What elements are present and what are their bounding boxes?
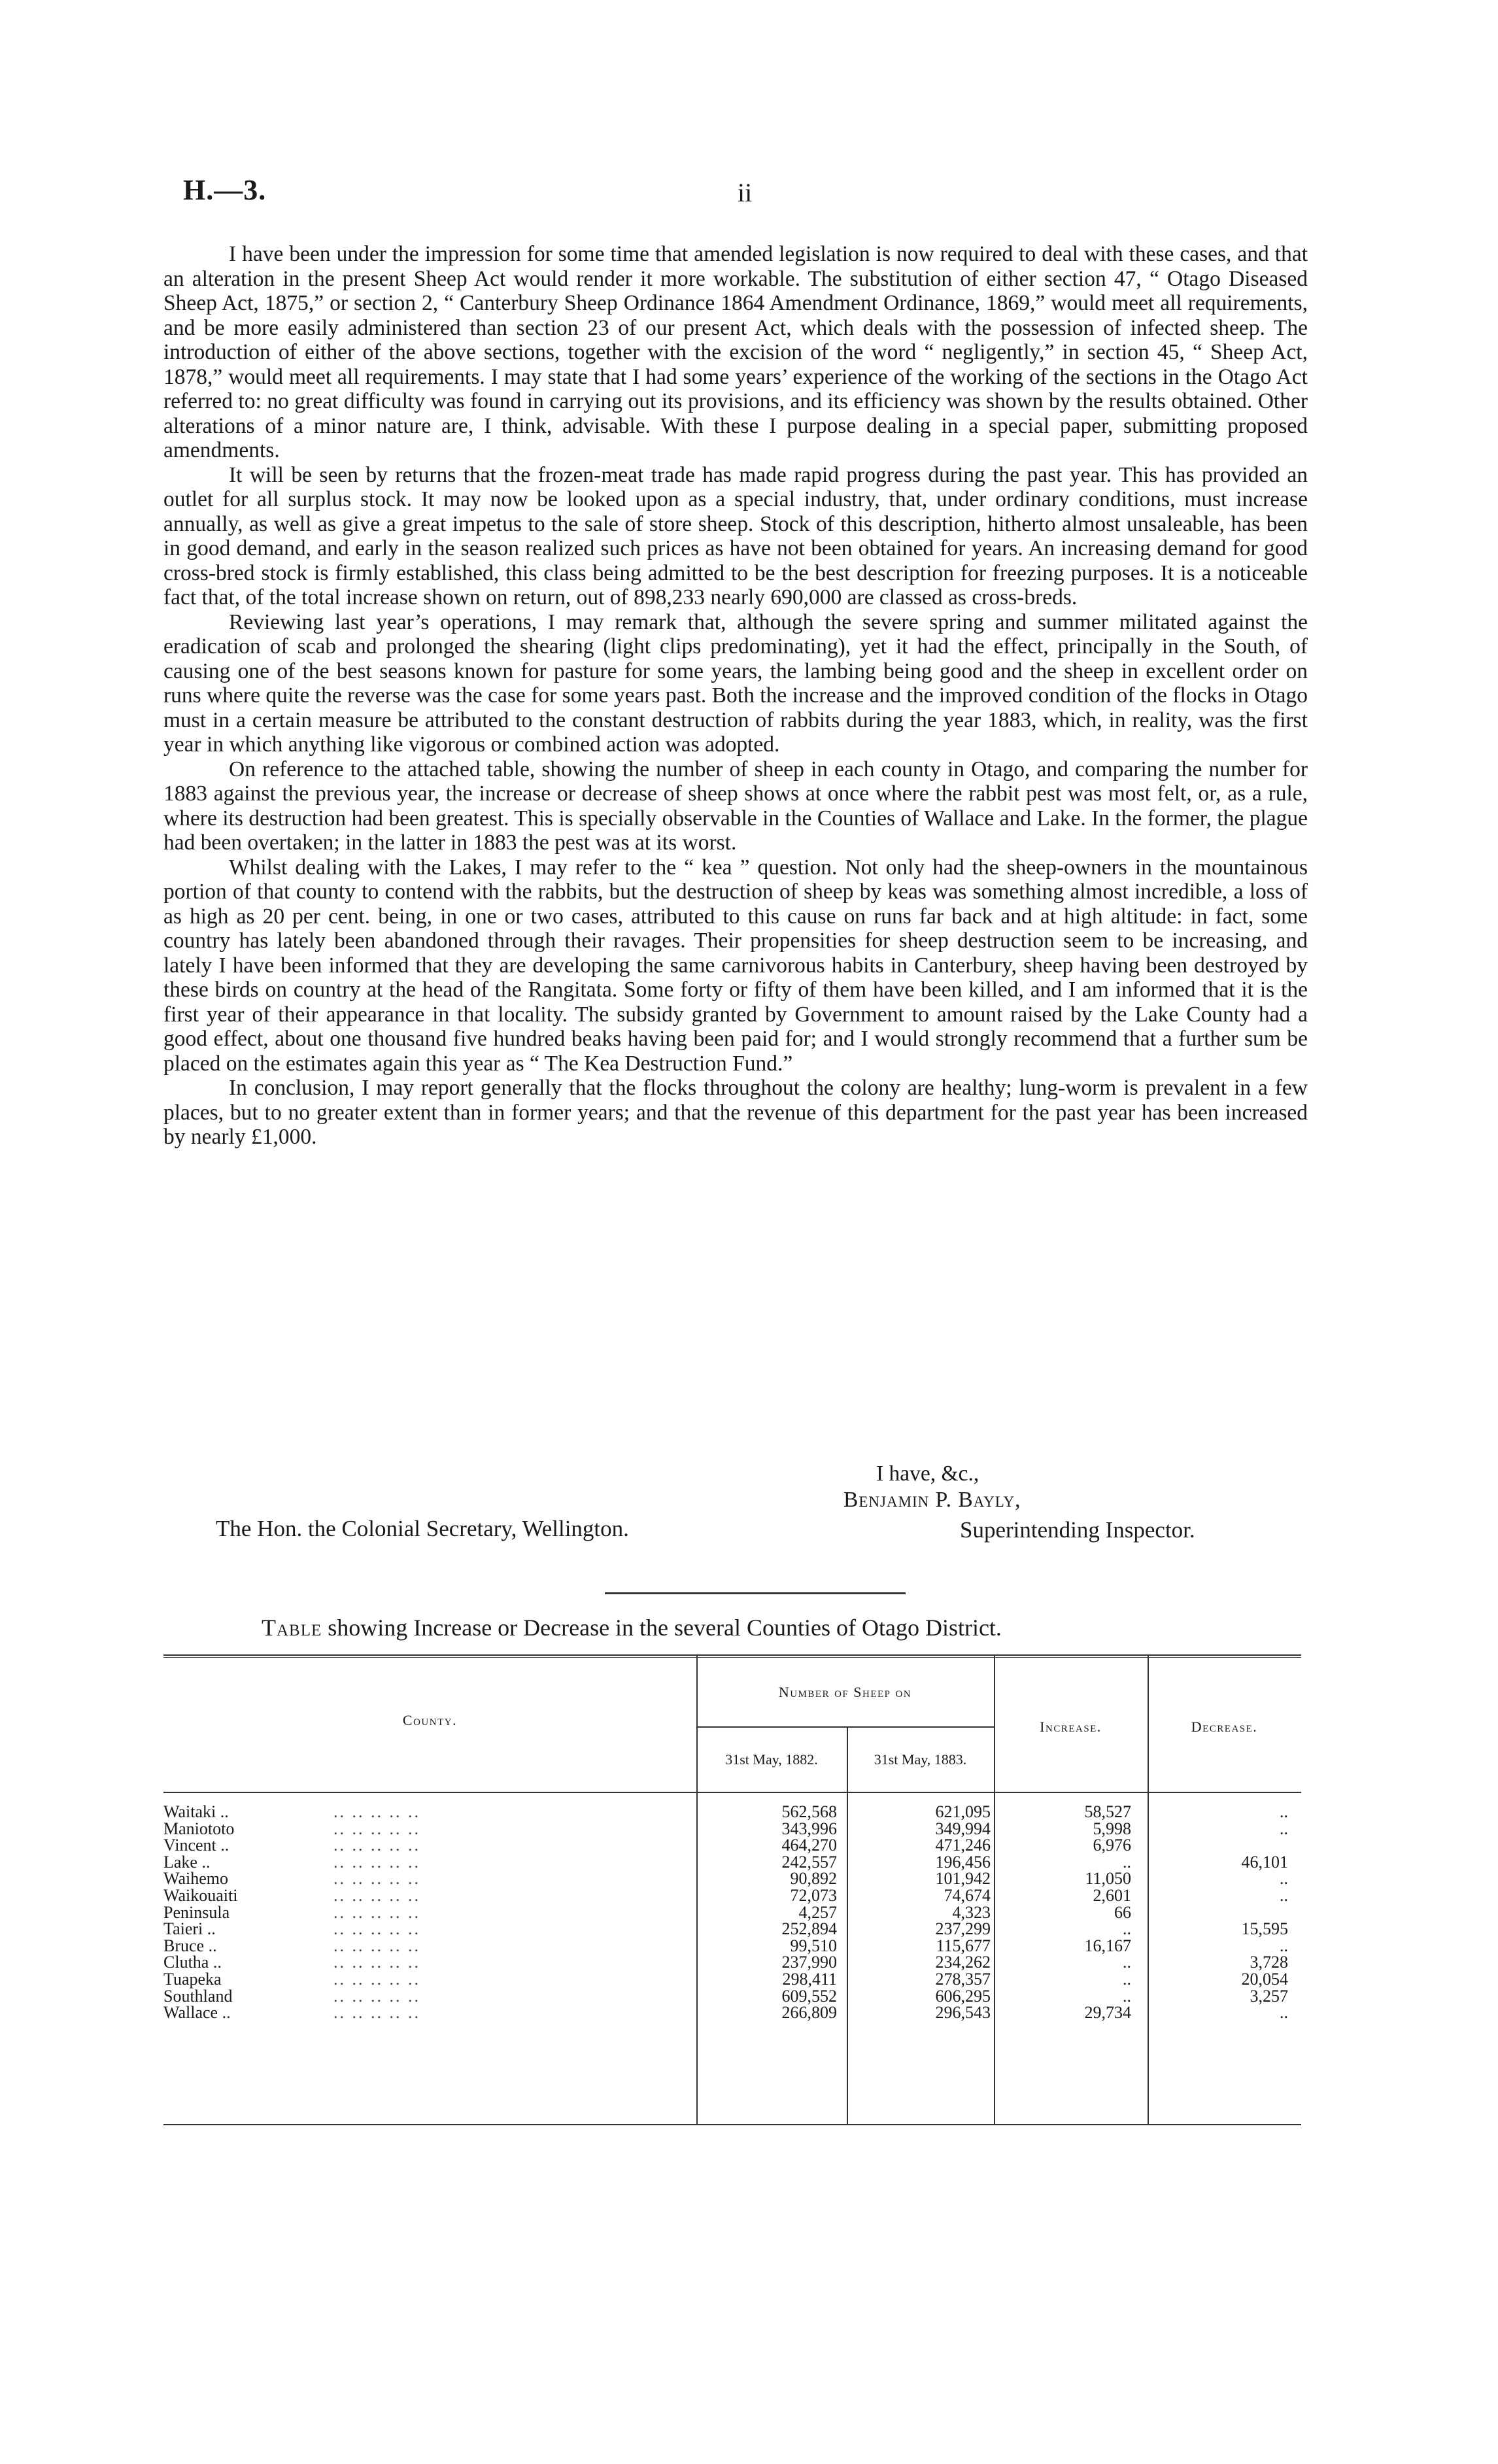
- cell-county: Waihemo: [163, 1869, 228, 1889]
- cell-increase: ..: [1123, 1986, 1131, 2006]
- cell-increase: 66: [1114, 1902, 1131, 1922]
- table-row: [163, 1854, 1301, 1871]
- cell-county: Waitaki ..: [163, 1802, 229, 1821]
- cell-county: Taieri ..: [163, 1919, 216, 1939]
- cell-leader-dots: .. .. .. .. ..: [333, 1902, 420, 1922]
- cell-increase: 6,976: [1093, 1836, 1131, 1855]
- cell-county: Waikouaiti: [163, 1885, 238, 1905]
- table-row: [163, 1954, 1301, 1971]
- county-sheep-table: [163, 1654, 1301, 2125]
- page-header: [0, 173, 1498, 226]
- cell-county: Bruce ..: [163, 1936, 217, 1955]
- table-title-lead: Table: [262, 1615, 322, 1641]
- cell-1882: 266,809: [781, 2003, 837, 2023]
- cell-1883: 606,295: [935, 1986, 991, 2006]
- cell-leader-dots: .. .. .. .. ..: [333, 1986, 420, 2006]
- cell-1882: 343,996: [781, 1819, 837, 1838]
- cell-decrease: ..: [1280, 1819, 1288, 1838]
- cell-county: Tuapeka: [163, 1969, 222, 1989]
- cell-county: Lake ..: [163, 1852, 211, 1872]
- cell-1882: 99,510: [790, 1936, 837, 1955]
- table-row: [163, 1904, 1301, 1921]
- cell-county: Vincent ..: [163, 1836, 230, 1855]
- cell-1883: 237,299: [935, 1919, 991, 1939]
- cell-increase: 58,527: [1084, 1802, 1131, 1821]
- table-header-rule: [163, 1792, 1301, 1793]
- paragraph-table-reference: On reference to the attached table, showing the number of sheep in each county in Otago, and comparing the number for 1883 against the previous year, the increase or decrease of sheep shows at once where the rabbit pest was most felt, or, as a rule, where its destruction had been greatest. This is specially observable in the Counties of Wallace and Lake. In the former, the plague had been overtaken; in the latter in 1883 the pest was at its worst.: [163, 757, 1308, 855]
- paragraph-legislation: I have been under the impression for some time that amended legislation is now required to deal with these cases, and that an alteration in the present Sheep Act would render it more workable. The substitution of either section 47, “ Otago Diseased Sheep Act, 1875,” or section 2, “ Canterbury Sheep Ordinance 1864 Amendment Ordinance, 1869,” would meet all requirements, and be more easily administered than section 23 of our present Act, which deals with the possession of infected sheep. The introduction of either of the above sections, together with the excision of the word “ negligently,” in section 45, “ Sheep Act, 1878,” would meet all requirements. I may state that I had some years’ experience of the working of the sections in the Otago Act referred to: no great difficulty was found in carrying out its provisions, and its efficiency was shown by the results obtained. Other alterations of a minor nature are, I think, advisable. With these I purpose dealing in a special paper, submitting proposed amendments.: [163, 242, 1308, 462]
- paragraph-frozen-meat: It will be seen by returns that the frozen-meat trade has made rapid progress during the past year. This has provided an outlet for all surplus stock. It may now be looked upon as a special industry, that, under ordinary conditions, must increase annually, as well as give a great impetus to the sale of store sheep. Stock of this description, hitherto almost unsaleable, has been in good demand, and early in the season realized such prices as have not been obtained for years. An increasing demand for good cross-bred stock is firmly established, this class being admitted to be the best description for freezing purposes. It is a noticeable fact that, of the total increase shown on return, out of 898,233 nearly 690,000 are classed as cross-breds.: [163, 462, 1308, 609]
- header-increase: Increase.: [1040, 1719, 1102, 1735]
- table-row: [163, 1921, 1301, 1938]
- cell-leader-dots: .. .. .. .. ..: [333, 1936, 420, 1955]
- cell-decrease: ..: [1280, 1869, 1288, 1889]
- cell-increase: 2,601: [1093, 1885, 1131, 1905]
- cell-county: Clutha ..: [163, 1953, 222, 1972]
- cell-1882: 72,073: [790, 1885, 837, 1905]
- cell-decrease: 20,054: [1241, 1969, 1288, 1989]
- table-row: [163, 1887, 1301, 1904]
- table-top-rule-inner: [163, 1657, 1301, 1658]
- cell-1882: 242,557: [781, 1852, 837, 1872]
- cell-leader-dots: .. .. .. .. ..: [333, 1802, 420, 1821]
- cell-1882: 252,894: [781, 1919, 837, 1939]
- cell-increase: 11,050: [1085, 1869, 1131, 1889]
- cell-decrease: ..: [1280, 1885, 1288, 1905]
- header-date-1883: 31st May, 1883.: [874, 1751, 967, 1768]
- cell-leader-dots: .. .. .. .. ..: [333, 1819, 420, 1838]
- table-title-text: showing Increase or Decrease in the several Counties of Otago District.: [328, 1615, 1002, 1641]
- cell-increase: 16,167: [1084, 1936, 1131, 1955]
- table-row: [163, 1971, 1301, 1988]
- cell-decrease: ..: [1280, 1802, 1288, 1821]
- cell-1883: 471,246: [935, 1836, 991, 1855]
- cell-county: Peninsula: [163, 1902, 230, 1922]
- table-row: [163, 1938, 1301, 1955]
- cell-increase: ..: [1123, 1969, 1131, 1989]
- cell-increase: ..: [1123, 1953, 1131, 1972]
- table-row: [163, 1821, 1301, 1838]
- cell-increase: 5,998: [1093, 1819, 1131, 1838]
- signatory-title: Superintending Inspector.: [960, 1517, 1195, 1543]
- cell-leader-dots: .. .. .. .. ..: [333, 1852, 420, 1872]
- table-row: [163, 2004, 1301, 2021]
- cell-decrease: 3,257: [1250, 1986, 1288, 2006]
- cell-1883: 196,456: [935, 1852, 991, 1872]
- cell-leader-dots: .. .. .. .. ..: [333, 1969, 420, 1989]
- cell-1882: 562,568: [781, 1802, 837, 1821]
- header-number-of-sheep: Number of Sheep on: [778, 1684, 912, 1700]
- cell-decrease: 3,728: [1250, 1953, 1288, 1972]
- cell-1883: 74,674: [944, 1885, 991, 1905]
- cell-1882: 298,411: [782, 1969, 837, 1989]
- cell-1883: 278,357: [935, 1969, 991, 1989]
- cell-county: Wallace ..: [163, 2003, 231, 2023]
- cell-1883: 4,323: [952, 1902, 991, 1922]
- cell-1882: 464,270: [781, 1836, 837, 1855]
- page-number: ii: [738, 178, 753, 207]
- cell-1882: 90,892: [790, 1869, 837, 1889]
- cell-decrease: 15,595: [1241, 1919, 1288, 1939]
- cell-county: Southland: [163, 1986, 233, 2006]
- cell-1883: 234,262: [935, 1953, 991, 1972]
- cell-increase: ..: [1123, 1919, 1131, 1939]
- cell-leader-dots: .. .. .. .. ..: [333, 1869, 420, 1889]
- closing-salutation: I have, &c.,: [876, 1462, 979, 1486]
- cell-1883: 296,543: [935, 2003, 991, 2023]
- cell-leader-dots: .. .. .. .. ..: [333, 1919, 420, 1939]
- table-row: [163, 1804, 1301, 1821]
- cell-leader-dots: .. .. .. .. ..: [333, 1953, 420, 1972]
- table-row: [163, 1837, 1301, 1854]
- cell-1882: 237,990: [781, 1953, 837, 1972]
- section-divider: [605, 1592, 906, 1594]
- table-bottom-rule: [163, 2124, 1301, 2125]
- paragraph-conclusion: In conclusion, I may report generally that the flocks throughout the colony are healthy; lung-worm is prevalent in a few places, but to no greater extent than in former years; and that the revenue of this department for the past year has been increased by nearly £1,000.: [163, 1076, 1308, 1149]
- addressee: The Hon. the Colonial Secretary, Wellington.: [216, 1516, 629, 1541]
- paragraph-kea: Whilst dealing with the Lakes, I may refer to the “ kea ” question. Not only had the sheep-owners in the mountainous portion of that county to contend with the rabbits, but the destruction of sheep by keas was something almost incredible, a loss of as high as 20 per cent. being, in one or two cases, attributed to this cause on runs far back and at high altitude: in fact, some country has lately been abandoned through their ravages. Their propensities for sheep destruction seem to be increasing, and lately I have been informed that they are developing the same carnivorous habits in Canterbury, sheep having been destroyed by these birds on country at the head of the Rangitata. Some forty or fifty of them have been killed, and I am informed that it is the first year of their appearance in that locality. The subsidy granted by Government to amount raised by the Lake County had a good effect, about one thousand five hundred beaks having been paid for; and I would strongly recommend that a further sum be placed on the estimates again this year as “ The Kea Destruction Fund.”: [163, 855, 1308, 1076]
- paragraph-review: Reviewing last year’s operations, I may remark that, although the severe spring and summer militated against the eradication of scab and prolonged the shearing (light clips predominating), yet it had the effect, principally in the South, of causing one of the best seasons known for pasture for some years, the lambing being good and the sheep in excellent order on runs where quite the reverse was the case for some years past. Both the increase and the improved condition of the flocks in Otago must in a certain measure be attributed to the constant destruction of rabbits during the year 1883, which, in reality, was the first year in which anything like vigorous or combined action was adopted.: [163, 609, 1308, 757]
- cell-leader-dots: .. .. .. .. ..: [333, 2003, 420, 2023]
- cell-decrease: 46,101: [1241, 1852, 1288, 1872]
- table-row: [163, 1988, 1301, 2005]
- table-top-rule: [163, 1654, 1301, 1656]
- header-date-1882: 31st May, 1882.: [725, 1751, 818, 1768]
- cell-1883: 349,994: [935, 1819, 991, 1838]
- header-county: County.: [402, 1712, 458, 1728]
- letter-body: [163, 242, 1308, 1150]
- cell-1883: 621,095: [935, 1802, 991, 1821]
- cell-decrease: ..: [1280, 2003, 1288, 2023]
- cell-increase: 29,734: [1084, 2003, 1131, 2023]
- cell-county: Maniototo: [163, 1819, 235, 1838]
- cell-decrease: ..: [1280, 1936, 1288, 1955]
- document-reference: H.—3.: [183, 174, 267, 206]
- cell-1882: 4,257: [798, 1902, 837, 1922]
- cell-1882: 609,552: [781, 1986, 837, 2006]
- table-row: [163, 1870, 1301, 1887]
- header-decrease: Decrease.: [1191, 1719, 1258, 1735]
- cell-leader-dots: .. .. .. .. ..: [333, 1885, 420, 1905]
- table-title: [262, 1614, 1242, 1641]
- table-body: [163, 1804, 1301, 2021]
- table-subheader-rule: [696, 1726, 994, 1728]
- cell-1883: 115,677: [936, 1936, 991, 1955]
- cell-1883: 101,942: [935, 1869, 991, 1889]
- signatory-name: Benjamin P. Bayly,: [843, 1488, 1021, 1512]
- cell-increase: ..: [1123, 1852, 1131, 1872]
- cell-leader-dots: .. .. .. .. ..: [333, 1836, 420, 1855]
